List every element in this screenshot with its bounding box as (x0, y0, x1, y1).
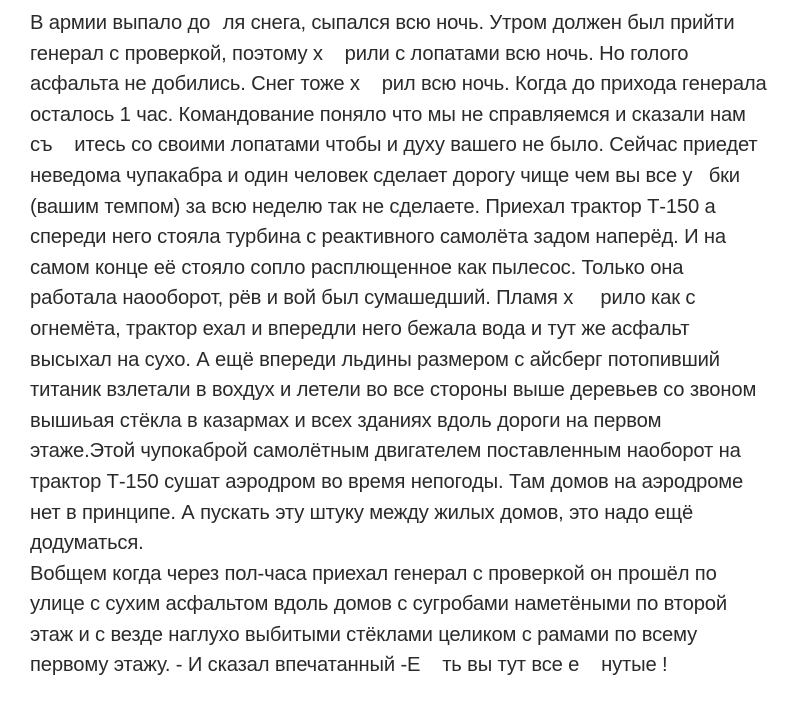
text-line: осталось 1 час. Командование поняло что мы не справляемся и сказали нам (30, 103, 746, 126)
text-line: нет в принципе. А пускать эту штуку между жилых домов, это надо ещё (30, 501, 694, 524)
text-line: этаже.Этой чупокаброй самолётным двигателем поставленным наоборот на (30, 440, 741, 463)
text-line: (вашим темпом) за всю неделю так не сделаете. Приехал трактор Т-150 а (30, 195, 716, 218)
text-line: трактор Т-150 сушат аэродром во время непогоды. Там домов на аэродроме (30, 470, 744, 493)
text-line: этаж и с везде наглухо выбитыми стёклами целиком с рамами по всему (30, 623, 698, 646)
text-line: самом конце её стояло сопло расплющенное как пылесос. Только она (30, 256, 684, 279)
text-line: улице с сухим асфальтом вдоль домов с сугробами наметёными по второй (30, 593, 727, 616)
text-line: съ итесь со своими лопатами чтобы и духу вашего не было. Сейчас приедет (30, 134, 758, 157)
text-line: титаник взлетали в вохдух и летели во все стороны выше деревьев со звоном (30, 379, 757, 402)
text-line: спереди него стояла турбина с реактивного самолёта задом наперёд. И на (30, 226, 726, 249)
post-text (30, 8, 800, 681)
text-line: неведома чупакабра и один человек сделает дорогу чище чем вы все у бки (30, 164, 740, 187)
text-line: Вобщем когда через пол-часа приехал генерал с проверкой он прошёл по (30, 562, 717, 585)
text-line: высыхал на сухо. А ещё впереди льдины размером с айсберг потопивший (30, 348, 720, 371)
text-line: работала наооборот, рёв и вой был сумашедший. Пламя х рило как с (30, 287, 696, 310)
text-line: В армии выпало до ля снега, сыпался всю ночь. Утром должен был прийти (30, 12, 735, 34)
text-line: первому этажу. - И сказал впечатанный -Е ть вы тут все е нутые ! (30, 654, 668, 677)
text-line: огнемёта, трактор ехал и впередли него бежала вода и тут же асфальт (30, 317, 690, 340)
text-line: вышиьая стёкла в казармах и всех зданиях вдоль дороги на первом (30, 409, 662, 432)
text-line: додуматься. (30, 532, 144, 555)
text-line: асфальта не добились. Снег тоже х рил всю ночь. Когда до прихода генерала (30, 73, 767, 96)
text-line: генерал с проверкой, поэтому х рили с лопатами всю ночь. Но голого (30, 42, 689, 65)
